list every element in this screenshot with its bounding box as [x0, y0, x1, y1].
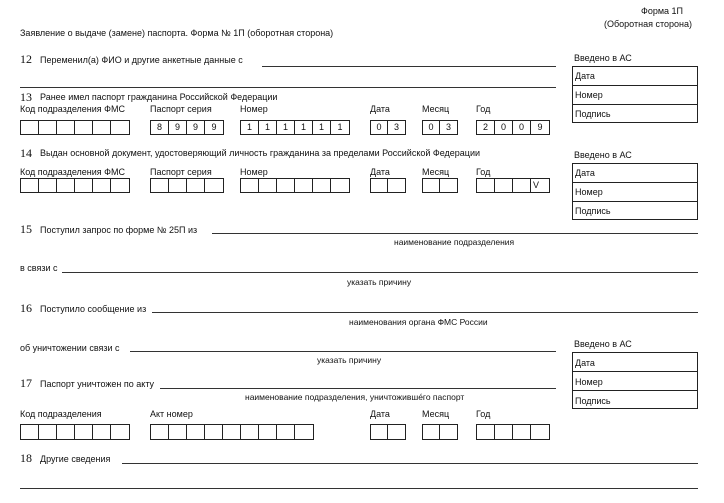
section-17-col-date: Дата: [370, 409, 390, 419]
number-digit[interactable]: 1: [277, 121, 295, 134]
year-digit[interactable]: 0: [495, 121, 513, 134]
number-digit[interactable]: 1: [259, 121, 277, 134]
section-13-series-cells[interactable]: [150, 120, 224, 135]
section-15-caption-reason: указать причину: [347, 277, 412, 287]
section-14-number-cells[interactable]: [240, 178, 350, 193]
section-12-number: 12: [20, 52, 32, 66]
section-18-number: 18: [20, 451, 32, 465]
verification-1-number: Номер: [575, 90, 603, 100]
number-digit[interactable]: 1: [295, 121, 313, 134]
section-16-caption-reason: указать причину: [317, 355, 382, 365]
section-13-month-cells[interactable]: [422, 120, 458, 135]
month-digit[interactable]: 0: [423, 121, 440, 134]
section-13-col-number: Номер: [240, 104, 268, 114]
verification-3-number: Номер: [575, 377, 603, 387]
section-15-number: 15: [20, 222, 32, 236]
section-17-act-cells[interactable]: [150, 424, 314, 440]
page-title: Заявление о выдаче (замене) паспорта. Форма № 1П (оборотная сторона): [20, 28, 334, 38]
verification-3-date: Дата: [575, 358, 595, 368]
verification-2-date: Дата: [575, 168, 595, 178]
form-number: Форма 1П: [641, 6, 684, 16]
section-14-col-month: Месяц: [422, 167, 450, 177]
section-14-col-date: Дата: [370, 167, 390, 177]
verification-2-number: Номер: [575, 187, 603, 197]
section-17-col-month: Месяц: [422, 409, 450, 419]
series-digit[interactable]: 9: [187, 121, 205, 134]
section-17-col-unit: Код подразделения: [20, 409, 102, 419]
section-16-reason-line[interactable]: [130, 351, 556, 352]
section-17-act-line[interactable]: [160, 388, 556, 389]
section-12-line-2[interactable]: [20, 87, 556, 88]
section-13-col-month: Месяц: [422, 104, 450, 114]
section-16-org-line[interactable]: [152, 312, 698, 313]
section-17-day-cells[interactable]: [370, 424, 406, 440]
number-digit[interactable]: 1: [241, 121, 259, 134]
section-17-number: 17: [20, 376, 32, 390]
section-14-col-series: Паспорт серия: [150, 167, 212, 177]
section-14-col-year: Год: [476, 167, 491, 177]
day-digit[interactable]: 0: [371, 121, 388, 134]
verification-2-signature: Подпись: [575, 206, 611, 216]
section-14-series-cells[interactable]: [150, 178, 224, 193]
series-digit[interactable]: 9: [211, 122, 217, 132]
verification-2-entered: Введено в АС: [574, 150, 632, 160]
section-15-label: Поступил запрос по форме № 25П из: [40, 225, 198, 235]
section-13-col-series: Паспорт серия: [150, 104, 212, 114]
section-17-caption-unit: наименование подразделения, уничтоживше́го паспорт: [245, 392, 465, 402]
section-17-label: Паспорт уничтожен по акту: [40, 379, 155, 389]
section-15-unit-line[interactable]: [212, 233, 698, 234]
section-14-day-cells[interactable]: [370, 178, 406, 193]
year-digit[interactable]: 9: [537, 122, 543, 132]
section-17-col-year: Год: [476, 409, 491, 419]
section-13-fms-code-cells[interactable]: [20, 120, 130, 135]
section-14-col-fms: Код подразделения ФМС: [20, 167, 125, 177]
section-12-line[interactable]: [262, 66, 556, 67]
number-digit[interactable]: 1: [337, 122, 343, 132]
section-13-col-year: Год: [476, 104, 491, 114]
number-digit[interactable]: 1: [313, 121, 331, 134]
section-16-destruction: об уничтожении связи с: [20, 343, 120, 353]
section-13-number-cells[interactable]: [240, 120, 350, 135]
section-16-number: 16: [20, 301, 32, 315]
section-17-unit-cells[interactable]: [20, 424, 130, 440]
verification-1-date: Дата: [575, 71, 595, 81]
section-12-label: Переменил(а) ФИО и другие анкетные данные с: [40, 55, 243, 65]
section-13-number: 13: [20, 90, 32, 104]
year-digit[interactable]: 2: [477, 121, 495, 134]
section-14-year-cells[interactable]: [476, 178, 550, 193]
section-14-number: 14: [20, 146, 32, 160]
section-14-month-cells[interactable]: [422, 178, 458, 193]
verification-3-entered: Введено в АС: [574, 339, 632, 349]
verification-1-entered: Введено в АС: [574, 53, 632, 63]
section-13-col-fms: Код подразделения ФМС: [20, 104, 125, 114]
year-mark[interactable]: V: [533, 180, 540, 190]
verification-3-signature: Подпись: [575, 396, 611, 406]
section-15-reason-line[interactable]: [62, 272, 698, 273]
section-13-year-cells[interactable]: [476, 120, 550, 135]
form-side: (Оборотная сторона): [604, 19, 692, 29]
section-17-year-cells[interactable]: [476, 424, 550, 440]
day-digit[interactable]: 3: [393, 122, 399, 132]
section-13-day-cells[interactable]: [370, 120, 406, 135]
series-digit[interactable]: 9: [169, 121, 187, 134]
series-digit[interactable]: 8: [151, 121, 169, 134]
section-14-fms-code-cells[interactable]: [20, 178, 130, 193]
section-13-label: Ранее имел паспорт гражданина Российской Федерации: [40, 92, 278, 102]
month-digit[interactable]: 3: [445, 122, 451, 132]
section-18-label: Другие сведения: [40, 454, 111, 464]
section-13-col-date: Дата: [370, 104, 390, 114]
section-16-caption-org: наименования органа ФМС России: [349, 317, 488, 327]
section-18-line[interactable]: [122, 463, 698, 464]
section-15-caption-unit: наименование подразделения: [394, 237, 515, 247]
section-15-in-connection: в связи с: [20, 263, 58, 273]
section-17-col-act: Акт номер: [150, 409, 193, 419]
section-17-month-cells[interactable]: [422, 424, 458, 440]
verification-1-signature: Подпись: [575, 109, 611, 119]
section-16-label: Поступило сообщение из: [40, 304, 147, 314]
year-digit[interactable]: 0: [513, 121, 531, 134]
section-14-label: Выдан основной документ, удостоверяющий личность гражданина за пределами Российской Федерации: [40, 148, 481, 158]
section-18-line-2[interactable]: [20, 488, 698, 489]
section-14-col-number: Номер: [240, 167, 268, 177]
